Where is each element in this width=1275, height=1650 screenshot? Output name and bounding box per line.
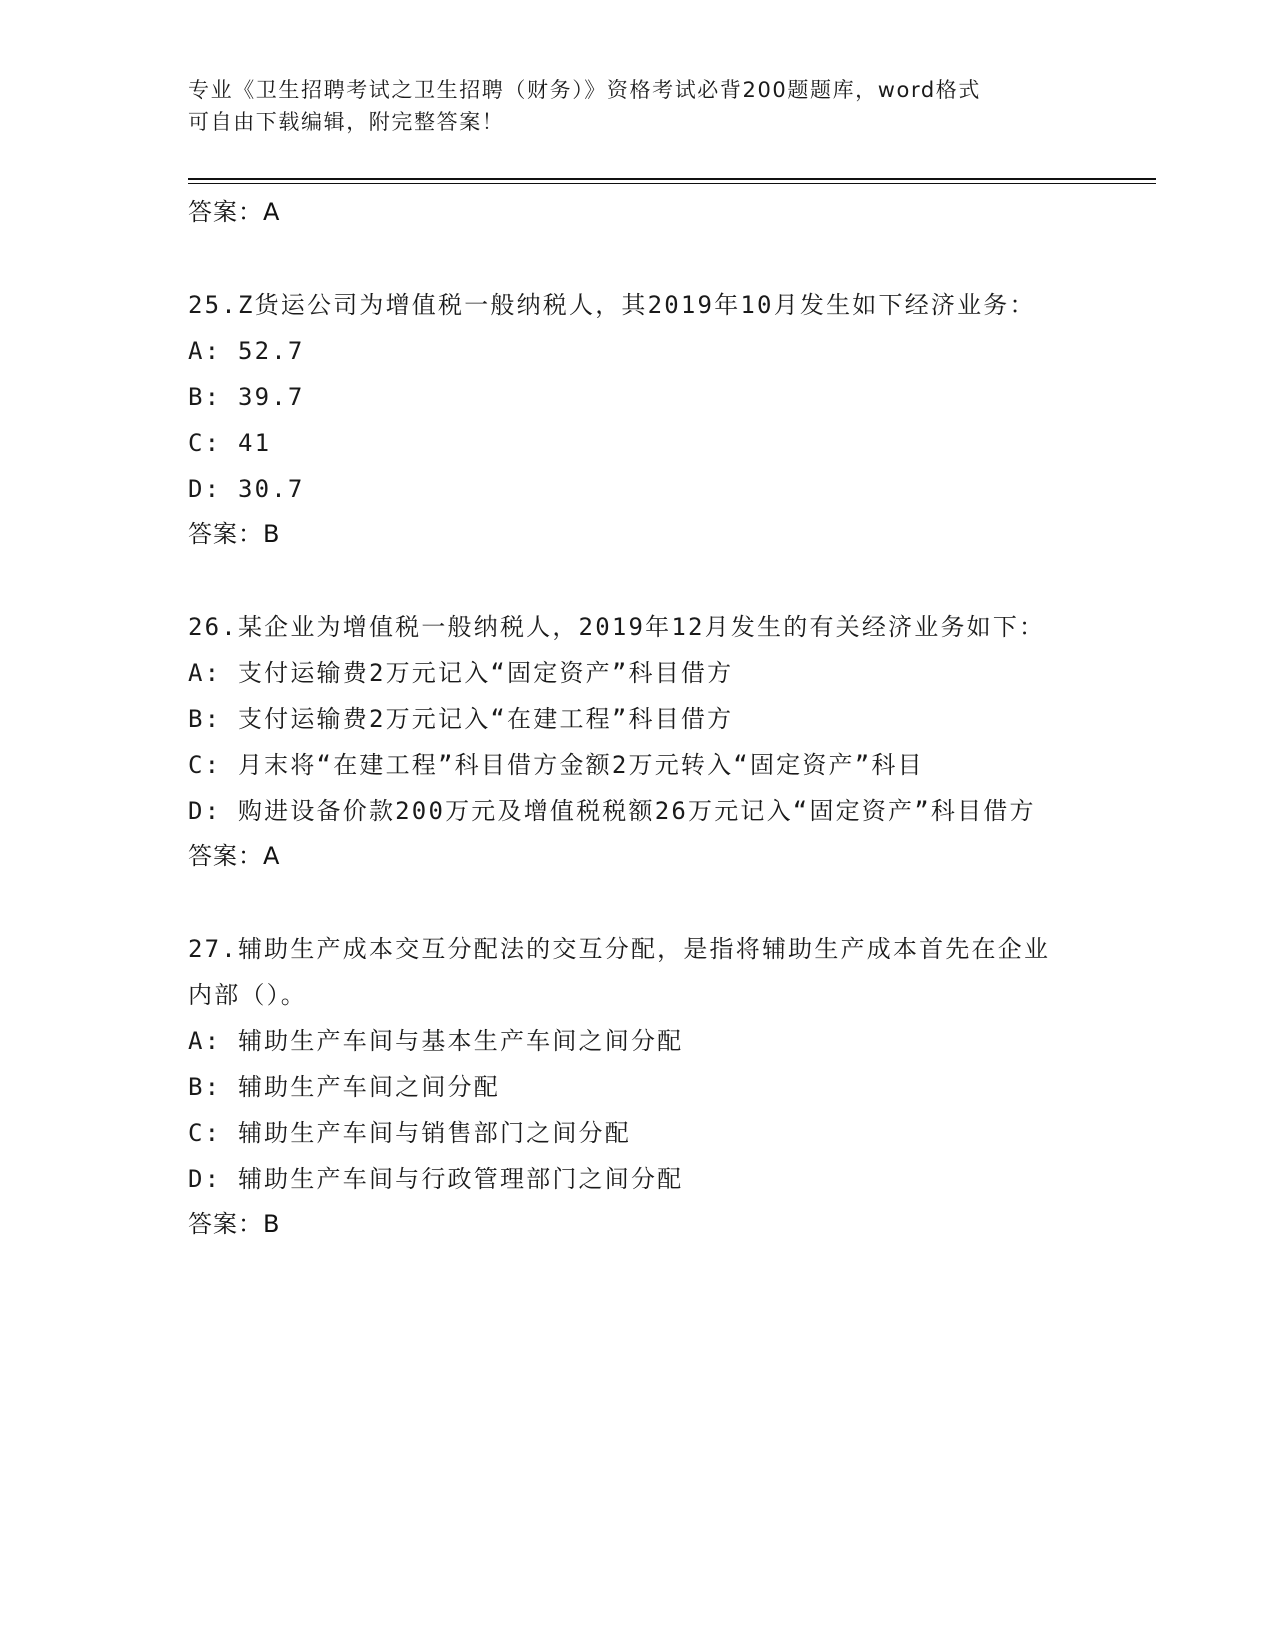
answer-line: 答案：B bbox=[188, 520, 281, 548]
header-divider-thick bbox=[188, 178, 1156, 180]
option-d: D: 辅助生产车间与行政管理部门之间分配 bbox=[188, 1165, 684, 1193]
option-d: D: 30.7 bbox=[188, 475, 305, 503]
question-26 bbox=[188, 604, 1068, 878]
option-b: B: 39.7 bbox=[188, 383, 305, 411]
header-divider-thin bbox=[188, 183, 1156, 184]
answer-line: 答案：B bbox=[188, 1210, 281, 1238]
option-b: B: 辅助生产车间之间分配 bbox=[188, 1073, 500, 1101]
header-line-2: 可自由下载编辑，附完整答案！ bbox=[188, 110, 505, 134]
answer-line: 答案：A bbox=[188, 842, 281, 870]
document-header bbox=[188, 74, 1068, 138]
question-27 bbox=[188, 926, 1068, 1246]
answer-line: 答案：A bbox=[188, 198, 281, 226]
question-text: 27.辅助生产成本交互分配法的交互分配，是指将辅助生产成本首先在企业内部（）。 bbox=[188, 935, 1051, 1009]
document-body bbox=[188, 190, 1068, 1246]
option-b: B: 支付运输费2万元记入“在建工程”科目借方 bbox=[188, 705, 734, 733]
option-a: A: 辅助生产车间与基本生产车间之间分配 bbox=[188, 1027, 684, 1055]
header-line-1: 专业《卫生招聘考试之卫生招聘（财务）》资格考试必背200题题库，word格式 bbox=[188, 78, 981, 102]
question-text: 26.某企业为增值税一般纳税人，2019年12月发生的有关经济业务如下： bbox=[188, 613, 1046, 641]
option-a: A: 支付运输费2万元记入“固定资产”科目借方 bbox=[188, 659, 734, 687]
option-c: C: 月末将“在建工程”科目借方金额2万元转入“固定资产”科目 bbox=[188, 751, 924, 779]
option-d: D: 购进设备价款200万元及增值税税额26万元记入“固定资产”科目借方 bbox=[188, 797, 1036, 825]
option-a: A: 52.7 bbox=[188, 337, 305, 365]
option-c: C: 41 bbox=[188, 429, 272, 457]
question-text: 25.Z货运公司为增值税一般纳税人，其2019年10月发生如下经济业务： bbox=[188, 291, 1036, 319]
option-c: C: 辅助生产车间与销售部门之间分配 bbox=[188, 1119, 631, 1147]
question-25 bbox=[188, 282, 1068, 556]
